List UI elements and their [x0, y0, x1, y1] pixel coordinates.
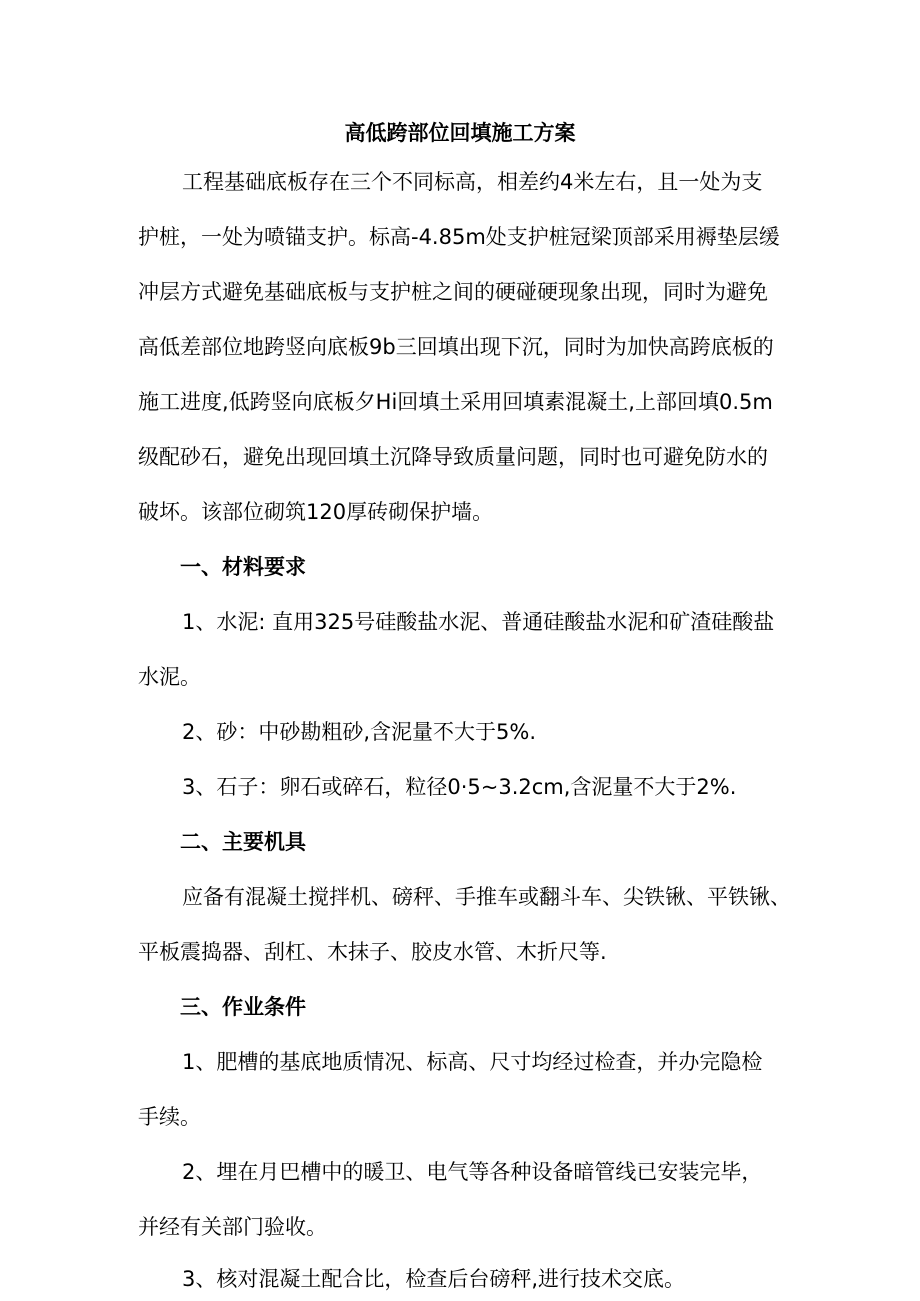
section-1-item-3: 3、石子：卵石或碎石，粒径0·5~3.2cm,含泥量不大于2%. [182, 775, 737, 799]
section-3-item-3: 3、核对混凝土配合比，检查后台磅秤,进行技术交底。 [182, 1267, 686, 1291]
section-1-item-2: 2、砂：中砂勘粗砂,含泥量不大于5%. [182, 720, 537, 744]
intro-line-6: 级配砂石，避免出现回填土沉降导致质量问题，同时也可避免防水的 [138, 445, 768, 469]
section-1-item-1-line-1: 1、水泥: 直用325号硅酸盐水泥、普通硅酸盐水泥和矿渣硅酸盐 [182, 610, 775, 634]
section-3-item-2-line-1: 2、埋在月巴槽中的暖卫、电气等各种设备暗管线已安装完毕， [182, 1160, 763, 1184]
document-title: 高低跨部位回填施工方案 [344, 121, 576, 145]
section-3-heading: 三、作业条件 [180, 995, 306, 1019]
intro-line-1: 工程基础底板存在三个不同标高，相差约4米左右，且一处为支 [182, 170, 763, 194]
section-3-item-1-line-1: 1、肥槽的基底地质情况、标高、尺寸均经过检查，并办完隐检 [182, 1050, 763, 1074]
intro-line-7: 破坏。该部位砌筑120厚砖砌保护墙。 [138, 500, 494, 524]
section-1-heading: 一、材料要求 [180, 555, 306, 579]
intro-line-3: 冲层方式避免基础底板与支护桩之间的硬碰硬现象出现，同时为避免 [138, 280, 768, 304]
section-2-line-1: 应备有混凝土搅拌机、磅秤、手推车或翻斗车、尖铁锹、平铁锹、 [182, 885, 791, 909]
section-3-item-2-line-2: 并经有关部门验收。 [138, 1215, 327, 1239]
section-2-heading: 二、主要机具 [180, 830, 306, 854]
intro-line-2: 护桩，一处为喷锚支护。标高-4.85m处支护桩冠梁顶部采用褥垫层缓 [138, 225, 780, 249]
section-2-line-2: 平板震捣器、刮杠、木抹子、胶皮水管、木折尺等. [138, 940, 607, 964]
section-3-item-1-line-2: 手续。 [138, 1105, 201, 1129]
intro-line-5: 施工进度,低跨竖向底板夕Hi回填土采用回填素混凝土,上部回填0.5m [138, 390, 773, 414]
intro-line-4: 高低差部位地跨竖向底板9b三回填出现下沉，同时为加快高跨底板的 [138, 335, 774, 359]
section-1-item-1-line-2: 水泥。 [138, 665, 201, 689]
